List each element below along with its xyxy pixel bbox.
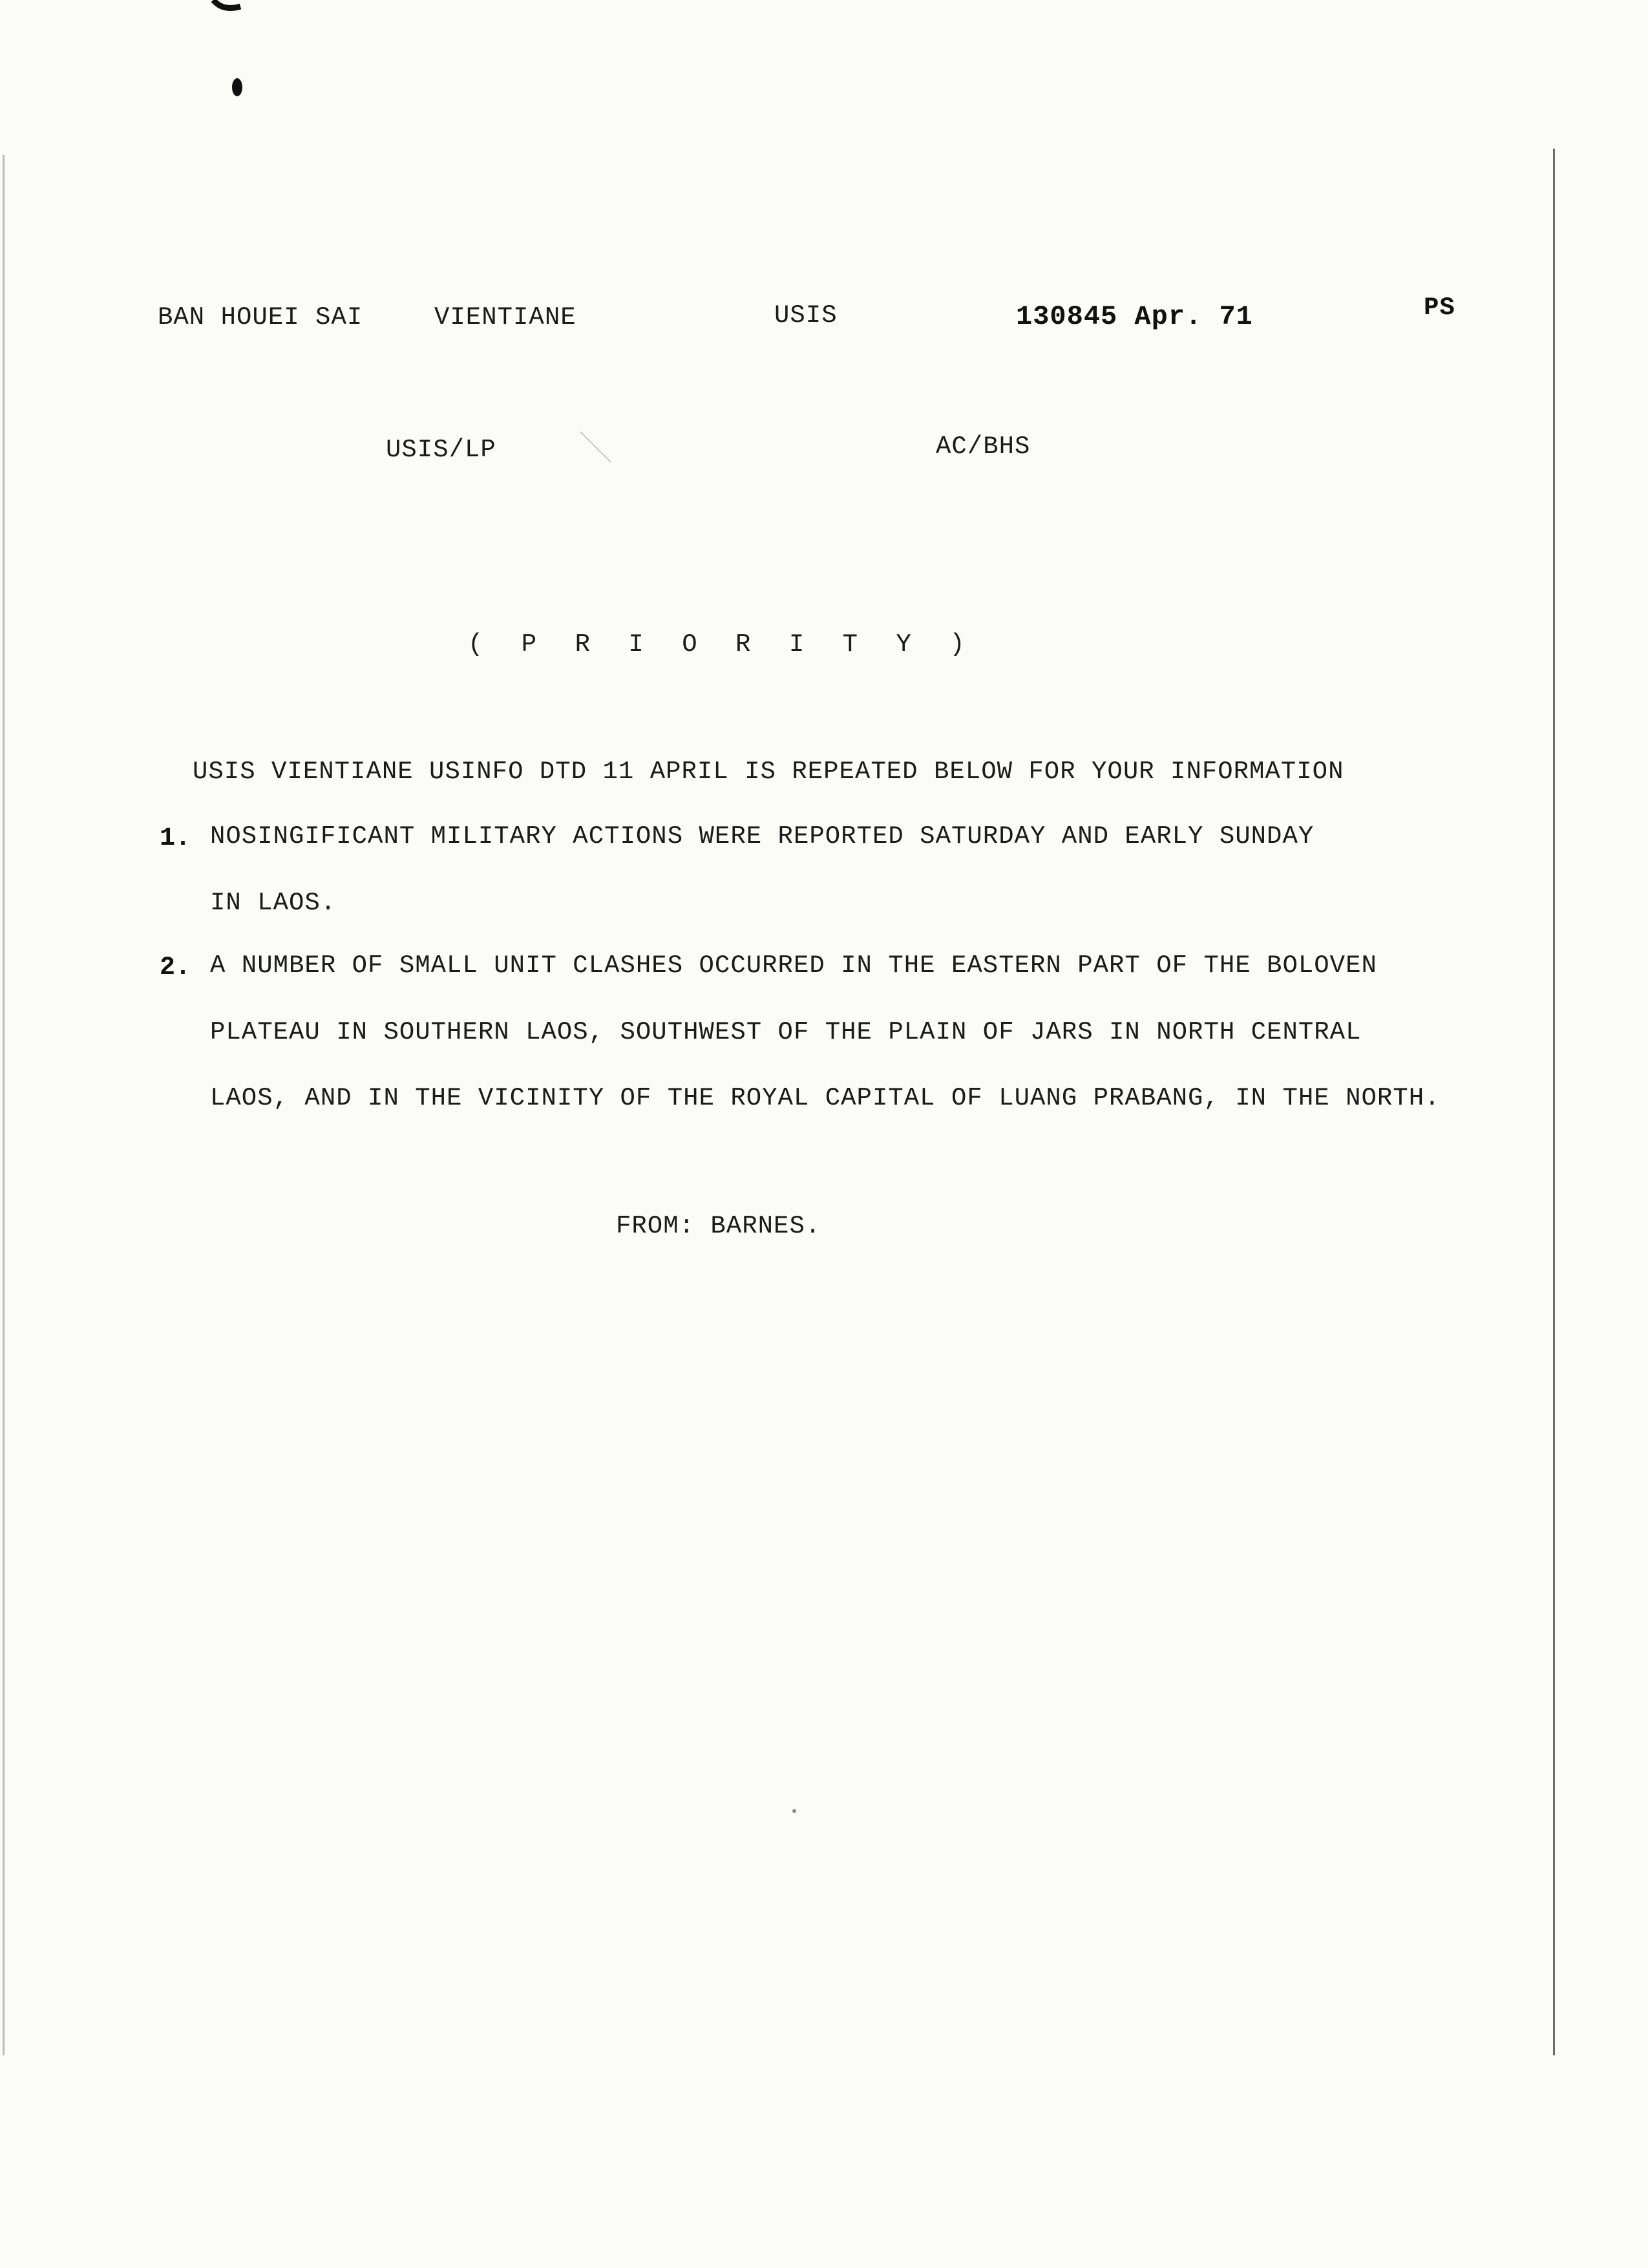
precedence-priority: ( P R I O R I T Y ) [468,630,977,659]
speck [792,1809,796,1813]
top-smudge [213,0,240,8]
from-signature: FROM: BARNES. [616,1212,821,1240]
agency-code: USIS [774,301,838,330]
date-time-group: 130845 Apr. 71 [1016,301,1253,332]
item-2-line-3: LAOS, AND IN THE VICINITY OF THE ROYAL CAPITAL OF LUANG PRABANG, IN THE NORTH. [210,1084,1441,1112]
item-1-number: 1. [160,824,191,853]
item-2-line-1: A NUMBER OF SMALL UNIT CLASHES OCCURRED IN THE EASTERN PART OF THE BOLOVEN [210,951,1377,980]
item-1-line-1: NOSINGIFICANT MILITARY ACTIONS WERE REPORTED SATURDAY AND EARLY SUNDAY [210,822,1315,851]
intro-line: USIS VIENTIANE USINFO DTD 11 APRIL IS REPEATED BELOW FOR YOUR INFORMATION [193,758,1344,786]
office-symbol: AC/BHS [936,432,1031,461]
origin-station: BAN HOUEI SAI [158,303,363,332]
item-1-line-2: IN LAOS. [210,889,337,917]
operator-initials: PS [1424,293,1455,322]
destination-station: VIENTIANE [434,303,576,332]
item-2-line-2: PLATEAU IN SOUTHERN LAOS, SOUTHWEST OF THE PLAIN OF JARS IN NORTH CENTRAL [210,1018,1362,1046]
info-addressee: USIS/LP [386,436,496,464]
item-2-number: 2. [160,953,191,982]
faint-stroke [580,432,611,462]
hole-mark [232,78,242,96]
